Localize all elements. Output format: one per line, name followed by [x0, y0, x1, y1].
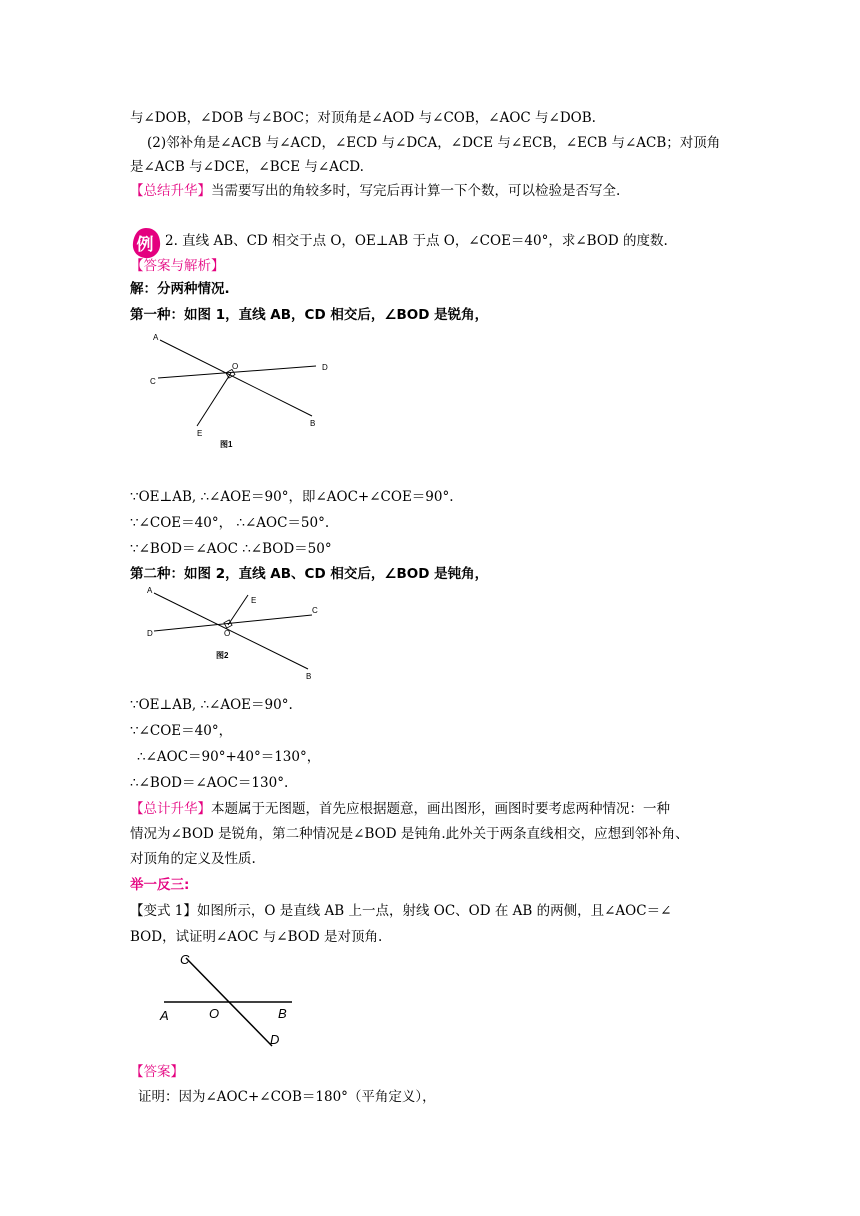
text-line: 对顶角的定义及性质.	[130, 851, 256, 867]
svg-text:图1: 图1	[220, 440, 233, 449]
variant-question: 【变式 1】如图所示，O 是直线 AB 上一点，射线 OC、OD 在 AB 的两侧，且∠AOC＝∠	[130, 903, 672, 919]
summary-text: 本题属于无图题，首先应根据题意，画出图形，画图时要考虑两种情况：一种	[211, 801, 670, 817]
example-question: 2. 直线 AB、CD 相交于点 O，OE⊥AB 于点 O，∠COE＝40°，求∠BOD 的度数.	[165, 233, 668, 249]
text-line: (2)邻补角是∠ACB 与∠ACD，∠ECD 与∠DCA，∠DCE 与∠ECB，∠ECB 与∠ACB；对顶角	[147, 135, 721, 151]
text-line: 与∠DOB，∠DOB 与∠BOC；对顶角是∠AOD 与∠COB，∠AOC 与∠DOB.	[130, 110, 596, 126]
proof-line: ∵∠COE＝40°， ∴∠AOC＝50°.	[130, 515, 330, 531]
svg-text:B: B	[306, 672, 312, 681]
svg-text:B: B	[278, 1006, 287, 1021]
summary-text: 当需要写出的角较多时，写完后再计算一下个数，可以检验是否写全.	[211, 183, 621, 199]
svg-text:C: C	[180, 952, 190, 967]
text-line: 是∠ACB 与∠DCE，∠BCE 与∠ACD.	[130, 159, 364, 175]
svg-text:C: C	[150, 377, 156, 386]
figure-3	[150, 948, 300, 1050]
solution-heading: 解：分两种情况.	[130, 281, 230, 297]
svg-text:图2: 图2	[216, 651, 229, 660]
svg-text:O: O	[209, 1006, 220, 1021]
proof-line: ∴∠AOC＝90°+40°＝130°，	[137, 749, 321, 765]
case2-heading: 第二种：如图 2，直线 AB、CD 相交后，∠BOD 是钝角，	[130, 566, 489, 582]
answer-tag: 【答案】	[130, 1064, 184, 1080]
proof-line: ∵OE⊥AB, ∴∠AOE＝90°.	[130, 697, 293, 713]
figure-2	[140, 583, 340, 688]
summary-line	[130, 797, 670, 817]
svg-text:A: A	[153, 333, 159, 342]
figure-1	[140, 326, 340, 456]
summary-line	[130, 179, 620, 199]
practice-heading: 举一反三:	[130, 877, 190, 893]
proof-line: ∴∠BOD＝∠AOC＝130°.	[130, 775, 289, 791]
svg-text:A: A	[160, 1008, 169, 1023]
svg-text:C: C	[312, 606, 318, 615]
proof-line: 证明：因为∠AOC+∠COB＝180°（平角定义），	[138, 1089, 436, 1105]
summary-tag: 【总结升华】	[130, 183, 211, 199]
case1-heading: 第一种：如图 1，直线 AB，CD 相交后，∠BOD 是锐角，	[130, 307, 489, 323]
svg-text:例: 例	[136, 235, 154, 254]
svg-text:D: D	[270, 1032, 280, 1047]
svg-text:D: D	[147, 629, 153, 638]
svg-text:E: E	[197, 429, 203, 438]
svg-text:D: D	[322, 363, 328, 372]
svg-text:O: O	[232, 362, 239, 371]
proof-line: ∵∠BOD＝∠AOC ∴∠BOD＝50°	[130, 541, 332, 557]
svg-text:E: E	[251, 596, 257, 605]
variant-question: BOD，试证明∠AOC 与∠BOD 是对顶角.	[130, 929, 383, 945]
answer-tag: 【答案与解析】	[130, 258, 225, 274]
proof-line: ∵∠COE＝40°，	[130, 723, 233, 739]
svg-text:A: A	[147, 586, 153, 595]
text-line: 情况为∠BOD 是锐角，第二种情况是∠BOD 是钝角.此外关于两条直线相交，应想到邻补角、	[130, 826, 689, 842]
svg-text:B: B	[310, 419, 316, 428]
svg-text:O: O	[224, 629, 231, 638]
proof-line: ∵OE⊥AB, ∴∠AOE＝90°，即∠AOC+∠COE＝90°.	[130, 489, 454, 505]
summary-tag: 【总计升华】	[130, 801, 211, 817]
